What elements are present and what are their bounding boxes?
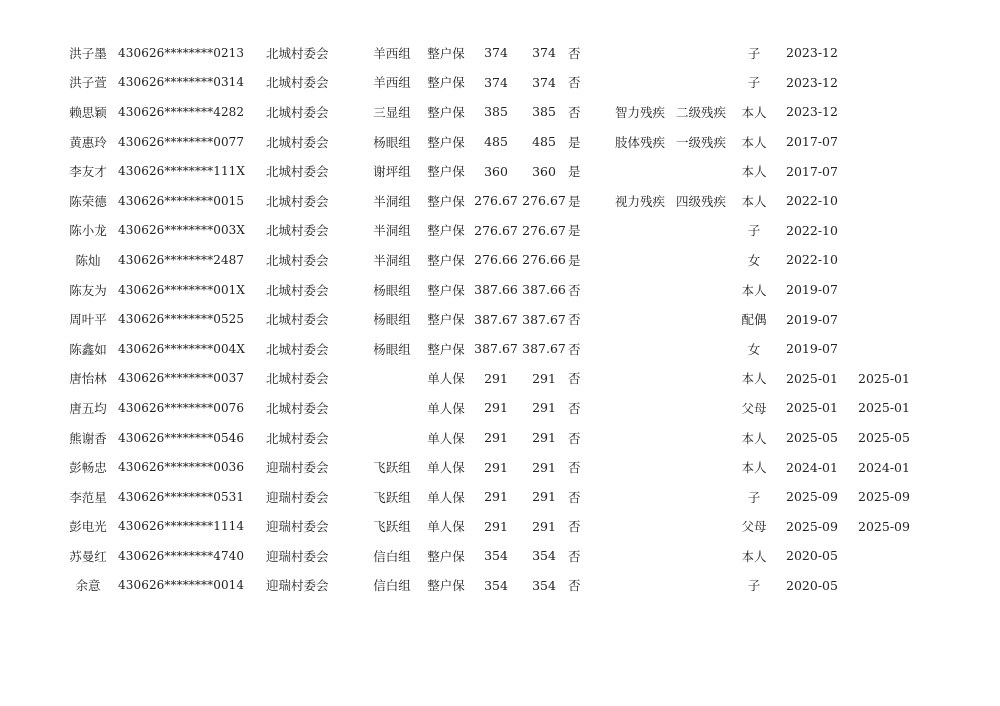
relation-cell: 子 [747,75,761,91]
village-committee-cell: 北城村委会 [266,104,329,120]
coverage-type-cell: 整户保 [427,341,465,357]
amount-total-cell: 276.66 [522,252,566,268]
yes-no-flag-cell: 否 [568,371,581,387]
disability-level-cell [670,68,732,98]
start-date-cell: 2025-09 [786,489,838,505]
disability-level-cell: 一级残疾 [675,134,726,150]
amount-cell: 387.67 [474,311,518,327]
relation-cell: 女 [747,252,761,268]
person-name-cell: 彭畅忠 [69,460,107,476]
coverage-type-cell: 整户保 [427,312,465,328]
amount-cell: 276.67 [474,193,518,209]
end-date-cell [848,275,920,305]
village-group-cell: 半洞组 [373,193,411,209]
coverage-type-cell: 单人保 [427,489,465,505]
person-name-cell: 陈荣德 [69,193,107,209]
amount-total-cell: 387.66 [522,282,566,298]
person-name-cell: 陈灿 [75,252,101,268]
village-committee-cell: 北城村委会 [266,223,329,239]
yes-no-flag-cell: 否 [568,312,581,328]
table-row [58,393,920,423]
yes-no-flag-cell: 否 [568,578,581,594]
village-committee-cell: 北城村委会 [266,252,329,268]
amount-cell: 387.67 [474,341,518,357]
table-row [58,127,920,157]
end-date-cell: 2025-01 [858,370,910,386]
village-committee-cell: 北城村委会 [266,164,329,180]
start-date-cell: 2022-10 [786,193,838,209]
village-committee-cell: 北城村委会 [266,282,329,298]
coverage-type-cell: 整户保 [427,75,465,91]
start-date-cell: 2022-10 [786,252,838,268]
amount-cell: 374 [484,74,508,90]
coverage-type-cell: 单人保 [427,430,465,446]
start-date-cell: 2017-07 [786,163,838,179]
person-name-cell: 黄惠玲 [69,134,107,150]
table-row [58,245,920,275]
yes-no-flag-cell: 否 [568,104,581,120]
yes-no-flag-cell: 否 [568,489,581,505]
disability-type-cell: 智力残疾 [614,104,665,120]
id-number-cell: 430626********2487 [118,252,245,267]
village-committee-cell: 北城村委会 [266,371,329,387]
relation-cell: 本人 [741,193,767,209]
start-date-cell: 2025-01 [786,370,838,386]
start-date-cell: 2023-12 [786,104,838,120]
id-number-cell: 430626********4282 [118,104,245,119]
village-group-cell [364,423,420,453]
table-row [58,512,920,542]
village-group-cell: 半洞组 [373,223,411,239]
village-committee-cell: 北城村委会 [266,400,329,416]
start-date-cell: 2017-07 [786,134,838,150]
village-group-cell: 杨眼组 [373,134,411,150]
id-number-cell: 430626********1114 [118,519,245,534]
person-name-cell: 苏曼红 [69,548,107,564]
disability-level-cell [670,571,732,601]
coverage-type-cell: 整户保 [427,252,465,268]
table-row [58,541,920,571]
relation-cell: 子 [747,489,761,505]
amount-cell: 291 [484,430,508,446]
person-name-cell: 唐怡林 [69,371,107,387]
disability-level-cell [670,364,732,394]
yes-no-flag-cell: 否 [568,341,581,357]
yes-no-flag-cell: 否 [568,548,581,564]
coverage-type-cell: 单人保 [427,371,465,387]
amount-cell: 291 [484,400,508,416]
relation-cell: 本人 [741,548,767,564]
table-row [58,452,920,482]
amount-total-cell: 291 [532,489,556,505]
village-group-cell: 信白组 [373,548,411,564]
disability-level-cell [670,38,732,68]
amount-total-cell: 291 [532,459,556,475]
disability-level-cell [670,482,732,512]
disability-level-cell [670,156,732,186]
amount-total-cell: 291 [532,400,556,416]
person-name-cell: 周叶平 [69,312,107,328]
roster-table-body [58,38,920,600]
coverage-type-cell: 整户保 [427,193,465,209]
id-number-cell: 430626********0037 [118,371,245,386]
disability-type-cell [610,571,670,601]
disability-type-cell [610,452,670,482]
village-group-cell: 飞跃组 [373,519,411,535]
disability-type-cell [610,68,670,98]
village-committee-cell: 北城村委会 [266,193,329,209]
start-date-cell: 2025-09 [786,518,838,534]
end-date-cell [848,216,920,246]
amount-cell: 291 [484,518,508,534]
end-date-cell: 2024-01 [858,459,910,475]
coverage-type-cell: 整户保 [427,104,465,120]
coverage-type-cell: 整户保 [427,578,465,594]
relation-cell: 配偶 [741,312,767,328]
end-date-cell [848,304,920,334]
amount-cell: 291 [484,489,508,505]
village-group-cell: 羊西组 [373,45,411,61]
id-number-cell: 430626********0531 [118,489,245,504]
village-group-cell: 谢坪组 [373,164,411,180]
yes-no-flag-cell: 否 [568,430,581,446]
village-committee-cell: 北城村委会 [266,312,329,328]
village-committee-cell: 迎瑞村委会 [266,489,329,505]
disability-type-cell: 视力残疾 [614,193,665,209]
coverage-type-cell: 整户保 [427,45,465,61]
amount-total-cell: 354 [532,548,556,564]
person-name-cell: 洪子墨 [69,45,107,61]
id-number-cell: 430626********0014 [118,578,245,593]
relation-cell: 子 [747,45,761,61]
table-row [58,304,920,334]
start-date-cell: 2025-01 [786,400,838,416]
start-date-cell: 2019-07 [786,311,838,327]
disability-type-cell [610,304,670,334]
end-date-cell: 2025-05 [858,430,910,446]
relation-cell: 子 [747,223,761,239]
table-row [58,364,920,394]
end-date-cell: 2025-09 [858,489,910,505]
amount-cell: 291 [484,459,508,475]
table-row [58,68,920,98]
village-group-cell: 羊西组 [373,75,411,91]
disability-level-cell [670,541,732,571]
start-date-cell: 2020-05 [786,548,838,564]
village-group-cell: 信白组 [373,578,411,594]
start-date-cell: 2022-10 [786,222,838,238]
roster-table [58,38,920,600]
person-name-cell: 唐五均 [69,400,107,416]
disability-type-cell: 肢体残疾 [614,134,665,150]
disability-level-cell [670,304,732,334]
id-number-cell: 430626********4740 [118,548,245,563]
amount-cell: 354 [484,548,508,564]
id-number-cell: 430626********0546 [118,430,245,445]
relation-cell: 本人 [741,134,767,150]
table-row [58,482,920,512]
id-number-cell: 430626********0213 [118,45,245,60]
disability-level-cell [670,512,732,542]
start-date-cell: 2019-07 [786,282,838,298]
amount-cell: 360 [484,163,508,179]
id-number-cell: 430626********0076 [118,400,245,415]
end-date-cell [848,334,920,364]
amount-total-cell: 374 [532,45,556,61]
id-number-cell: 430626********0036 [118,460,245,475]
disability-type-cell [610,364,670,394]
start-date-cell: 2020-05 [786,577,838,593]
person-name-cell: 赖思颖 [69,104,107,120]
relation-cell: 本人 [741,104,767,120]
amount-total-cell: 385 [532,104,556,120]
person-name-cell: 熊谢香 [69,430,107,446]
table-row [58,97,920,127]
village-committee-cell: 北城村委会 [266,430,329,446]
amount-total-cell: 360 [532,163,556,179]
coverage-type-cell: 整户保 [427,223,465,239]
disability-level-cell [670,334,732,364]
village-group-cell: 飞跃组 [373,489,411,505]
yes-no-flag-cell: 否 [568,400,581,416]
amount-total-cell: 374 [532,74,556,90]
person-name-cell: 彭电光 [69,519,107,535]
yes-no-flag-cell: 是 [568,134,581,150]
end-date-cell [848,127,920,157]
village-committee-cell: 迎瑞村委会 [266,460,329,476]
end-date-cell [848,571,920,601]
village-committee-cell: 迎瑞村委会 [266,578,329,594]
disability-type-cell [610,334,670,364]
village-group-cell: 杨眼组 [373,341,411,357]
person-name-cell: 陈小龙 [69,223,107,239]
table-row [58,275,920,305]
amount-total-cell: 485 [532,134,556,150]
disability-level-cell: 二级残疾 [675,104,726,120]
village-committee-cell: 北城村委会 [266,75,329,91]
yes-no-flag-cell: 是 [568,223,581,239]
coverage-type-cell: 整户保 [427,282,465,298]
table-row [58,423,920,453]
yes-no-flag-cell: 是 [568,164,581,180]
amount-total-cell: 387.67 [522,341,566,357]
disability-level-cell: 四级残疾 [675,193,726,209]
disability-level-cell [670,275,732,305]
id-number-cell: 430626********0015 [118,193,245,208]
id-number-cell: 430626********0525 [118,312,245,327]
yes-no-flag-cell: 否 [568,45,581,61]
disability-level-cell [670,452,732,482]
start-date-cell: 2024-01 [786,459,838,475]
end-date-cell [848,97,920,127]
village-group-cell: 飞跃组 [373,460,411,476]
id-number-cell: 430626********0314 [118,75,245,90]
amount-total-cell: 276.67 [522,222,566,238]
end-date-cell [848,156,920,186]
amount-total-cell: 291 [532,518,556,534]
end-date-cell [848,541,920,571]
person-name-cell: 余意 [75,578,101,594]
disability-level-cell [670,423,732,453]
relation-cell: 本人 [741,282,767,298]
relation-cell: 父母 [741,519,767,535]
id-number-cell: 430626********003X [118,223,246,238]
yes-no-flag-cell: 否 [568,282,581,298]
table-row [58,38,920,68]
amount-cell: 387.66 [474,282,518,298]
village-committee-cell: 迎瑞村委会 [266,548,329,564]
amount-cell: 485 [484,134,508,150]
village-group-cell: 杨眼组 [373,312,411,328]
end-date-cell [848,245,920,275]
start-date-cell: 2023-12 [786,74,838,90]
end-date-cell: 2025-01 [858,400,910,416]
amount-total-cell: 291 [532,430,556,446]
person-name-cell: 李友才 [69,164,107,180]
amount-cell: 374 [484,45,508,61]
id-number-cell: 430626********004X [118,341,246,356]
relation-cell: 本人 [741,430,767,446]
relation-cell: 本人 [741,460,767,476]
yes-no-flag-cell: 是 [568,252,581,268]
table-row [58,156,920,186]
disability-type-cell [610,541,670,571]
village-group-cell: 杨眼组 [373,282,411,298]
relation-cell: 子 [747,578,761,594]
village-group-cell: 三显组 [373,104,411,120]
id-number-cell: 430626********001X [118,282,246,297]
coverage-type-cell: 整户保 [427,134,465,150]
village-group-cell: 半洞组 [373,252,411,268]
amount-cell: 276.66 [474,252,518,268]
person-name-cell: 李范星 [69,489,107,505]
amount-total-cell: 354 [532,577,556,593]
table-row [58,186,920,216]
person-name-cell: 陈友为 [69,282,107,298]
coverage-type-cell: 单人保 [427,519,465,535]
end-date-cell: 2025-09 [858,518,910,534]
disability-type-cell [610,393,670,423]
yes-no-flag-cell: 否 [568,519,581,535]
table-row [58,216,920,246]
yes-no-flag-cell: 是 [568,193,581,209]
amount-cell: 276.67 [474,222,518,238]
village-committee-cell: 北城村委会 [266,341,329,357]
village-committee-cell: 北城村委会 [266,45,329,61]
disability-level-cell [670,216,732,246]
yes-no-flag-cell: 否 [568,460,581,476]
start-date-cell: 2019-07 [786,341,838,357]
disability-type-cell [610,512,670,542]
coverage-type-cell: 整户保 [427,164,465,180]
yes-no-flag-cell: 否 [568,75,581,91]
disability-type-cell [610,156,670,186]
amount-cell: 291 [484,370,508,386]
amount-total-cell: 276.67 [522,193,566,209]
person-name-cell: 洪子萱 [69,75,107,91]
table-row [58,571,920,601]
table-row [58,334,920,364]
coverage-type-cell: 单人保 [427,460,465,476]
village-committee-cell: 迎瑞村委会 [266,519,329,535]
disability-type-cell [610,216,670,246]
coverage-type-cell: 整户保 [427,548,465,564]
start-date-cell: 2023-12 [786,45,838,61]
end-date-cell [848,186,920,216]
disability-type-cell [610,275,670,305]
end-date-cell [848,68,920,98]
id-number-cell: 430626********111X [118,164,246,179]
disability-level-cell [670,393,732,423]
amount-total-cell: 291 [532,370,556,386]
village-group-cell [364,393,420,423]
disability-type-cell [610,245,670,275]
coverage-type-cell: 单人保 [427,400,465,416]
amount-cell: 385 [484,104,508,120]
disability-level-cell [670,245,732,275]
disability-type-cell [610,38,670,68]
id-number-cell: 430626********0077 [118,134,245,149]
relation-cell: 本人 [741,371,767,387]
start-date-cell: 2025-05 [786,430,838,446]
relation-cell: 女 [747,341,761,357]
relation-cell: 本人 [741,164,767,180]
disability-type-cell [610,423,670,453]
amount-total-cell: 387.67 [522,311,566,327]
village-committee-cell: 北城村委会 [266,134,329,150]
person-name-cell: 陈鑫如 [69,341,107,357]
disability-type-cell [610,482,670,512]
amount-cell: 354 [484,577,508,593]
relation-cell: 父母 [741,400,767,416]
end-date-cell [848,38,920,68]
village-group-cell [364,364,420,394]
